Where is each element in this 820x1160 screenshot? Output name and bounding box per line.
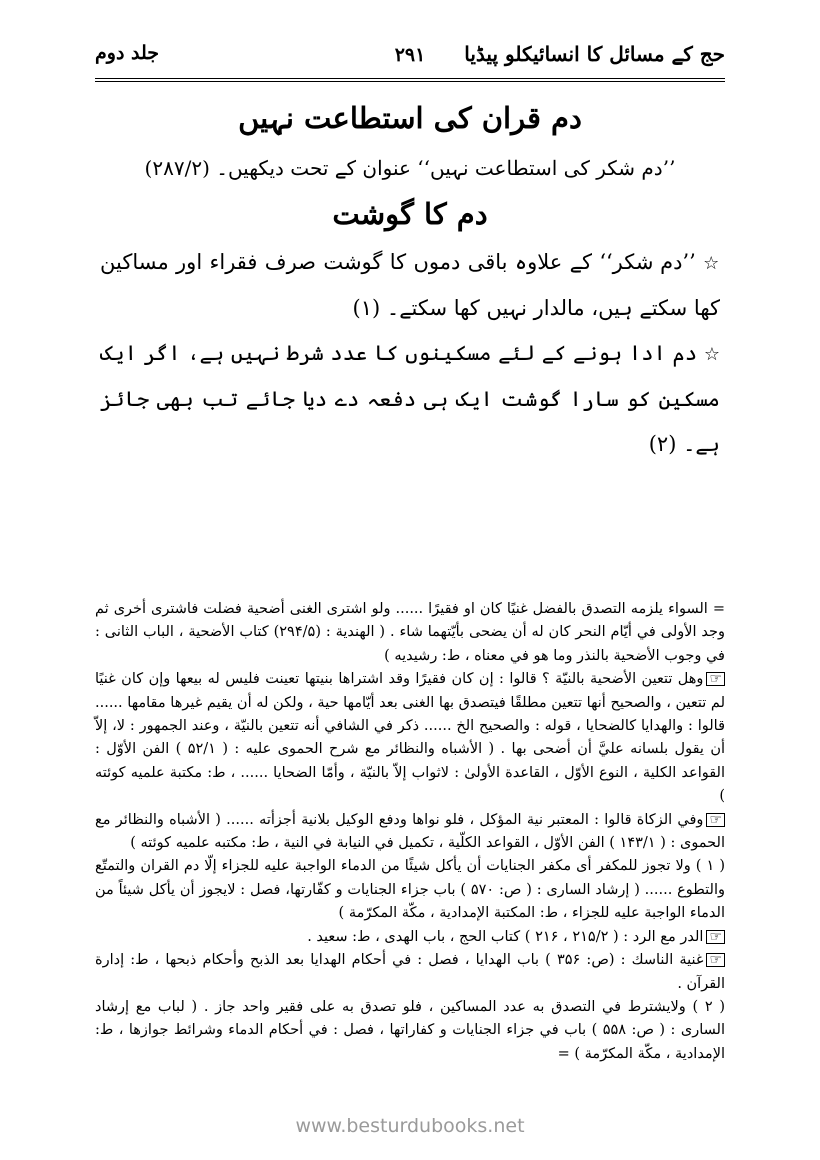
- pointing-hand-icon: ☞: [706, 930, 725, 944]
- footnote-text: وفي الزكاة قالوا : المعتبر نية المؤكل ، فلو نواها ودفع الوكيل بلانية أجزأته ...... ( الأشباه والنظائر مع الحموى : ( ۱۴۳/۱ ) الفن الأوّل ، القواعد الكلّية ، تكميل في النيابة في النية ، ط: مكتبه علميه كوئته ): [95, 811, 725, 852]
- footnote-item: [95, 668, 725, 808]
- cross-reference: ’’دم شکر کی استطاعت نہیں‘‘ عنوان کے تحت دیکھیں۔ (۲۸۷/۲): [144, 156, 676, 180]
- book-title: حج کے مسائل کا انسائیکلو پیڈیا: [464, 42, 725, 66]
- paragraph-1: [100, 240, 720, 331]
- footnotes: [95, 598, 725, 1066]
- section-heading-meat: دم کا گوشت: [332, 197, 488, 231]
- footnote-text: وهل تتعين الأضحية بالنيّة ؟ قالوا : إن كان فقيرًا وقد اشتراها بنيتها تعينت فليس له بيعها وإن كان غنيًا لم تتعين ، والصحيح أنها تتعين مطلقًا فيتصدق بها الغنى بعد أيّامها حية ، ولكن له أن يقيم غيرها مقامها ...... قالوا : والهدايا كالضحايا ، قوله : والصحيح الخ ...... ذكر في الشافي أنه تتعين بالنيّة ، وعند الجمهور : لا، إلاّ أن يقول بلسانه عليَّ أن أضحى بها . ( الأشباه والنظائر مع شرح الحموى عليه : ( ۵۲/۱ ) الفن الأوّل : القواعد الكلية ، النوع الأوّل ، القاعدة الأولىٰ : لاثواب إلاّ بالنيّة ، وأمّا الضحايا ...... ، ط: مكتبة علميه كوئته ): [95, 671, 725, 805]
- paragraph-1-text: ’’دم شکر‘‘ کے علاوہ باقی دموں کا گوشت صرف فقراء اور مساکین کھا سکتے ہیں، مالدار نہیں کھا سکتے۔ (۱): [100, 250, 720, 320]
- footnote-2: ( ۲ ) ولايشترط في التصدق به عدد المساكين ، فلو تصدق به على فقير واحد جاز . ( لباب مع إرشاد السارى : ( ص: ۵۵۸ ) باب في جزاء الجنايات و كفاراتها ، فصل : في أحكام الدماء وشرائط جوازها ، ط: الإمدادية ، مكّة المكرّمة ) =: [95, 998, 726, 1062]
- paragraph-2-text: دم ادا ہونے کے لئے مسکینوں کا عدد شرط نہیں ہے، اگر ایک مسکین کو سارا گوشت ایک ہی دفعہ دے دیا جائے تب بھی جائز ہے۔ (۲): [100, 341, 720, 456]
- volume-label: جلد دوم: [95, 42, 160, 64]
- footnote-1: ( ۱ ) ولا تجوز للمكفر أى مكفر الجنايات أن يأكل شيئًا من الدماء الواجبة عليه للجزاء إلّا دم القران والتمتّع والتطوع ...... ( إرشاد السارى : ( ص: ۵۷۰ ) باب جزاء الجنايات و كفّارتها، فصل : لايجوز أن يأكل شيئاً من الدماء الواجبة عليه للجزاء ، ط: المكتبة الإمدادية ، مكّة المكرّمة ): [95, 858, 725, 922]
- page-number: ۲۹۱: [394, 44, 426, 66]
- star-icon: ☆: [703, 344, 721, 365]
- pointing-hand-icon: ☞: [706, 953, 725, 967]
- watermark-url: www.besturdubooks.net: [295, 1115, 525, 1137]
- paragraph-2: [100, 331, 720, 467]
- star-icon: ☆: [703, 253, 720, 274]
- page-header: [95, 42, 725, 78]
- footnote-text: الدر مع الرد : ( ۲۱۵/۲ ، ۲۱۶ ) كتاب الحج ، باب الهدى ، ط: سعيد .: [307, 928, 704, 945]
- footnote-item: [95, 809, 725, 856]
- footnote-item: [95, 949, 725, 996]
- main-content: [100, 92, 720, 467]
- pointing-hand-icon: ☞: [706, 672, 725, 686]
- pointing-hand-icon: ☞: [706, 813, 725, 827]
- header-divider: [95, 78, 725, 82]
- section-heading-qiran: دم قران کی استطاعت نہیں: [238, 101, 582, 135]
- footnote-continuation: = السواء يلزمه التصدق بالفضل غنيًا كان او فقيرًا ...... ولو اشترى الغنى أضحية فضلت فاشترى أخرى ثم وجد الأولى في أيّام النحر كان له أن يضحى بأيّتهما شاء . ( الهندية : (۲۹۴/۵) كتاب الأضحية ، الباب الثانى : في وجوب الأضحية بالنذر وما هو في معناه ، ط: رشيديه ): [95, 601, 725, 664]
- footnote-text: غنية الناسك : (ص: ۳۵۶ ) باب الهدايا ، فصل : في أحكام الهدايا بعد الذبح وأحكام ذبحها ، ط: إدارة القرآن .: [95, 952, 725, 992]
- footnote-item: [95, 926, 725, 949]
